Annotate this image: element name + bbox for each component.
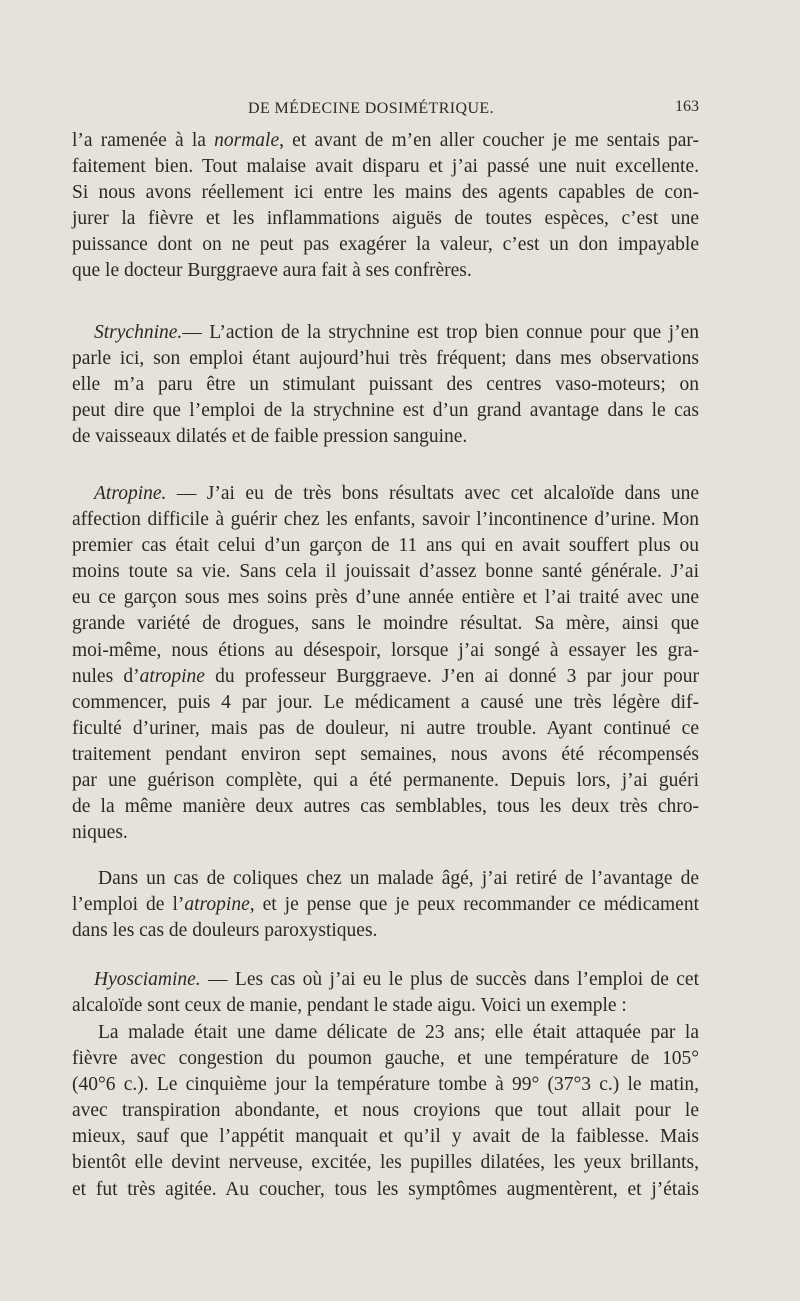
text-line: moi-même, nous étions au désespoir, lorsque j’ai songé à essayer les gra- — [72, 639, 699, 661]
italic-term: Hyosciamine. — [94, 969, 201, 990]
text-line: La malade était une dame délicate de 23 ans; elle était attaquée par la — [98, 1022, 699, 1043]
italic-term: Atropine. — [94, 483, 167, 504]
text-line: Strychnine.— L’action de la strychnine est trop bien connue pour que j’en — [94, 322, 699, 343]
paragraph-continued — [72, 128, 699, 285]
text-line: ficulté d’uriner, mais pas de douleur, ni autre trouble. Ayant continué ce — [72, 717, 699, 739]
section-atropine — [72, 481, 699, 846]
text-line: et fut très agitée. Au coucher, tous les symptômes augmentèrent, et j’étais — [72, 1178, 699, 1200]
text-line: moins toute sa vie. Sans cela il jouissait d’assez bonne santé générale. J’ai — [72, 561, 699, 583]
text-line: nules d’atropine du professeur Burggraeve. J’en ai donné 3 par jour pour — [72, 665, 700, 687]
text-line: (40°6 c.). Le cinquième jour la température tombe à 99° (37°3 c.) le matin, — [72, 1074, 699, 1096]
paragraph-case-report — [72, 1020, 699, 1203]
text-line: de la même manière deux autres cas semblables, tous les deux très chro- — [72, 796, 699, 818]
text-line: que le docteur Burggraeve aura fait à ses confrères. — [72, 260, 472, 282]
text-line: traitement pendant environ sept semaines, nous avons été récompensés — [72, 743, 699, 765]
text-line: bientôt elle devint nerveuse, excitée, les pupilles dilatées, les yeux brillants, — [72, 1152, 699, 1174]
italic-term: atropine — [139, 665, 205, 687]
text-line: peut dire que l’emploi de la strychnine est d’un grand avantage dans le cas — [72, 400, 699, 422]
text-line: eu ce garçon sous mes soins près d’une année entière et l’ai traité avec une — [72, 587, 699, 609]
text-line: faitement bien. Tout malaise avait disparu et j’ai passé une nuit excellente. — [72, 156, 699, 178]
page-number: 163 — [675, 98, 699, 115]
text-line: par une guérison complète, qui a été permanente. Depuis lors, j’ai guéri — [72, 770, 699, 792]
text-line: jurer la fièvre et les inflammations aiguës de toutes espèces, c’est une — [72, 208, 699, 230]
text-line: niques. — [72, 822, 128, 844]
text-line: l’a ramenée à la normale, et avant de m’en aller coucher je me sentais par- — [72, 130, 700, 151]
text-line: de vaisseaux dilatés et de faible pression sanguine. — [72, 426, 468, 448]
text-line: puissance dont on ne peut pas exagérer la valeur, c’est un don impayable — [72, 234, 699, 256]
text-line: premier cas était celui d’un garçon de 11 ans qui en avait souffert plus ou — [72, 535, 699, 557]
italic-term: atropine — [184, 894, 250, 916]
text-line: elle m’a paru être un stimulant puissant des centres vaso-moteurs; on — [72, 374, 699, 396]
text-line: commencer, puis 4 par jour. Le médicament a causé une très légère dif- — [72, 691, 699, 713]
text-line: parle ici, son emploi étant aujourd’hui très fréquent; dans mes observations — [72, 348, 699, 370]
italic-term: normale — [214, 130, 280, 151]
text-line: grande variété de drogues, sans le moindre résultat. Sa mère, ainsi que — [72, 613, 699, 635]
text-line: Dans un cas de coliques chez un malade âgé, j’ai retiré de l’avantage de — [98, 868, 699, 889]
text-line: Si nous avons réellement ici entre les mains des agents capables de con- — [72, 182, 699, 204]
text-line: Atropine. — J’ai eu de très bons résultats avec cet alcaloïde dans une — [94, 483, 699, 504]
running-head: DE MÉDECINE DOSIMÉTRIQUE. — [248, 100, 494, 117]
italic-term: Strychnine. — [94, 322, 183, 343]
text-line: dans les cas de douleurs paroxystiques. — [72, 920, 378, 942]
section-hyosciamine — [72, 967, 699, 1019]
text-line: fièvre avec congestion du poumon gauche, et une température de 105° — [72, 1048, 699, 1070]
text-line: Hyosciamine. — Les cas où j’ai eu le plus de succès dans l’emploi de cet — [94, 969, 699, 990]
section-strychnine — [72, 320, 699, 450]
text-line: mieux, sauf que l’appétit manquait et qu’il y avait de la faiblesse. Mais — [72, 1126, 699, 1148]
text-line: alcaloïde sont ceux de manie, pendant le stade aigu. Voici un exemple : — [72, 995, 627, 1017]
text-line: l’emploi de l’atropine, et je pense que je peux recommander ce médicament — [72, 894, 699, 916]
text-line: avec transpiration abondante, et nous croyions que tout allait pour le — [72, 1100, 699, 1122]
text-line: affection difficile à guérir chez les enfants, savoir l’incontinence d’urine. Mon — [72, 509, 699, 531]
paragraph-coliques — [72, 866, 699, 944]
